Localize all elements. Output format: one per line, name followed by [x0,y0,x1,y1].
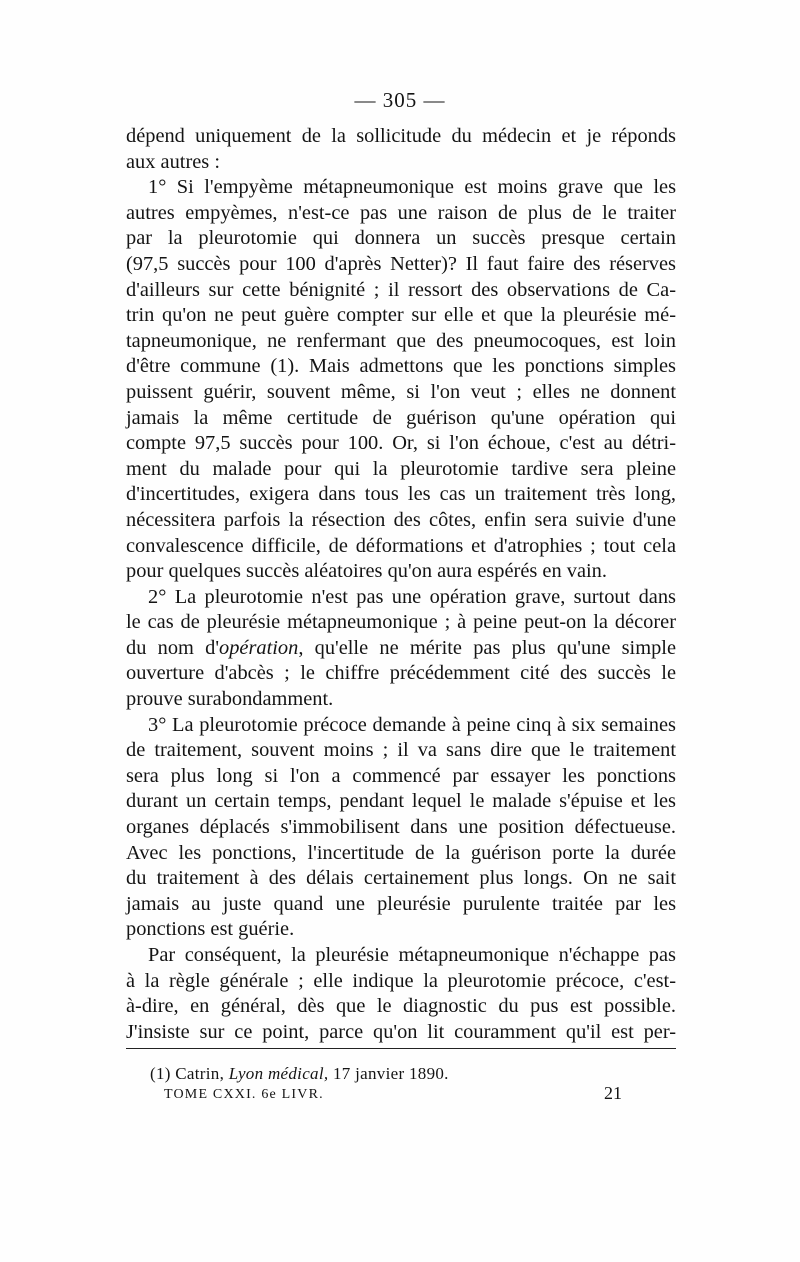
text-line: prouve surabondamment. [126,688,334,711]
italic-word: opération [219,636,299,659]
text-line: 2° La pleurotomie n'est pas une opération grave, surtout dans [148,585,676,608]
footnote [150,1064,449,1084]
footnote-date: 17 janvier 1890. [332,1064,449,1083]
text-line-with-italic [126,636,676,662]
text-line: Par conséquent, la pleurésie métapneumonique n'échappe pas [148,944,676,966]
text-line: ponctions est guérie. [126,918,295,941]
text-line: autres empyèmes, n'est-ce pas une raison de plus de le traiter [126,201,676,224]
text-fragment: , qu'elle ne mérite pas plus qu'une simple [298,636,676,659]
text-line: ment du malade pour qui la pleurotomie tardive sera pleine [126,457,676,480]
text-line: durant un certain temps, pendant lequel le malade s'épuise et les [126,790,676,813]
text-fragment: du nom d' [126,636,220,659]
text-line: (97,5 succès pour 100 d'après Netter)? Il faut faire des réserves [126,252,676,275]
text-line: du traitement à des délais certainement plus longs. On ne sait [126,867,676,890]
footnote-author: Catrin, [175,1064,225,1083]
text-line: d'incertitudes, exigera dans tous les cas un traitement très long, [126,483,676,506]
text-line: J'insiste sur ce point, parce qu'on lit couramment qu'il est per- [126,1020,676,1043]
text-line: aux autres : [126,150,220,173]
text-line: trin qu'on ne peut guère compter sur elle et que la pleurésie mé- [126,304,676,327]
text-line: pour quelques succès aléatoires qu'on aura espérés en vain. [126,560,607,583]
text-line: compte 97,5 succès pour 100. Or, si l'on échoue, c'est au détri- [126,432,676,455]
text-line: jamais la même certitude de guérison qu'une opération qui [126,406,676,429]
text-line: puissent guérir, souvent même, si l'on veut ; elles ne donnent [126,380,676,403]
text-line: nécessitera parfois la résection des côtes, enfin sera suivie d'une [126,508,676,531]
text-line: sera plus long si l'on a commencé par essayer les ponctions [126,764,676,787]
text-line: 1° Si l'empyème métapneumonique est moins grave que les [148,176,676,199]
body-text [126,124,676,1045]
text-line: ouverture d'abcès ; le chiffre précédemment cité des succès le [126,662,676,685]
text-line: 3° La pleurotomie précoce demande à peine cinq à six semaines [148,713,676,736]
text-line: d'être commune (1). Mais admettons que les ponctions simples [126,355,676,378]
text-line: de traitement, souvent moins ; il va sans dire que le traitement [126,739,676,762]
text-line: le cas de pleurésie métapneumonique ; à peine peut-on la décorer [126,611,676,634]
text-line: à-dire, en général, dès que le diagnostic du pus est possible. [126,995,676,1018]
footnote-marker: (1) [150,1064,171,1083]
text-line: par la pleurotomie qui donnera un succès presque certain [126,227,676,250]
text-line: à la règle générale ; elle indique la pleurotomie précoce, c'est- [126,969,676,992]
signature-mark: TOME CXXI. 6e LIVR. [164,1087,324,1102]
text-line: tapneumonique, ne renfermant que des pneumocoques, est loin [126,329,676,352]
page-number: — 305 — [354,88,446,112]
text-line: jamais au juste quand une pleurésie purulente traitée par les [126,892,676,915]
text-line: Avec les ponctions, l'incertitude de la guérison porte la durée [126,841,676,864]
footnote-journal: Lyon médical, [228,1064,329,1083]
text-line: convalescence difficile, de déformations et d'atrophies ; tout cela [126,534,676,557]
text-line: dépend uniquement de la sollicitude du médecin et je réponds [126,125,676,147]
text-line: organes déplacés s'immobilisent dans une position défectueuse. [126,816,676,839]
footnote-divider [126,1048,676,1049]
text-line: d'ailleurs sur cette bénignité ; il ressort des observations de Ca- [126,278,676,301]
sheet-number: 21 [604,1083,622,1103]
